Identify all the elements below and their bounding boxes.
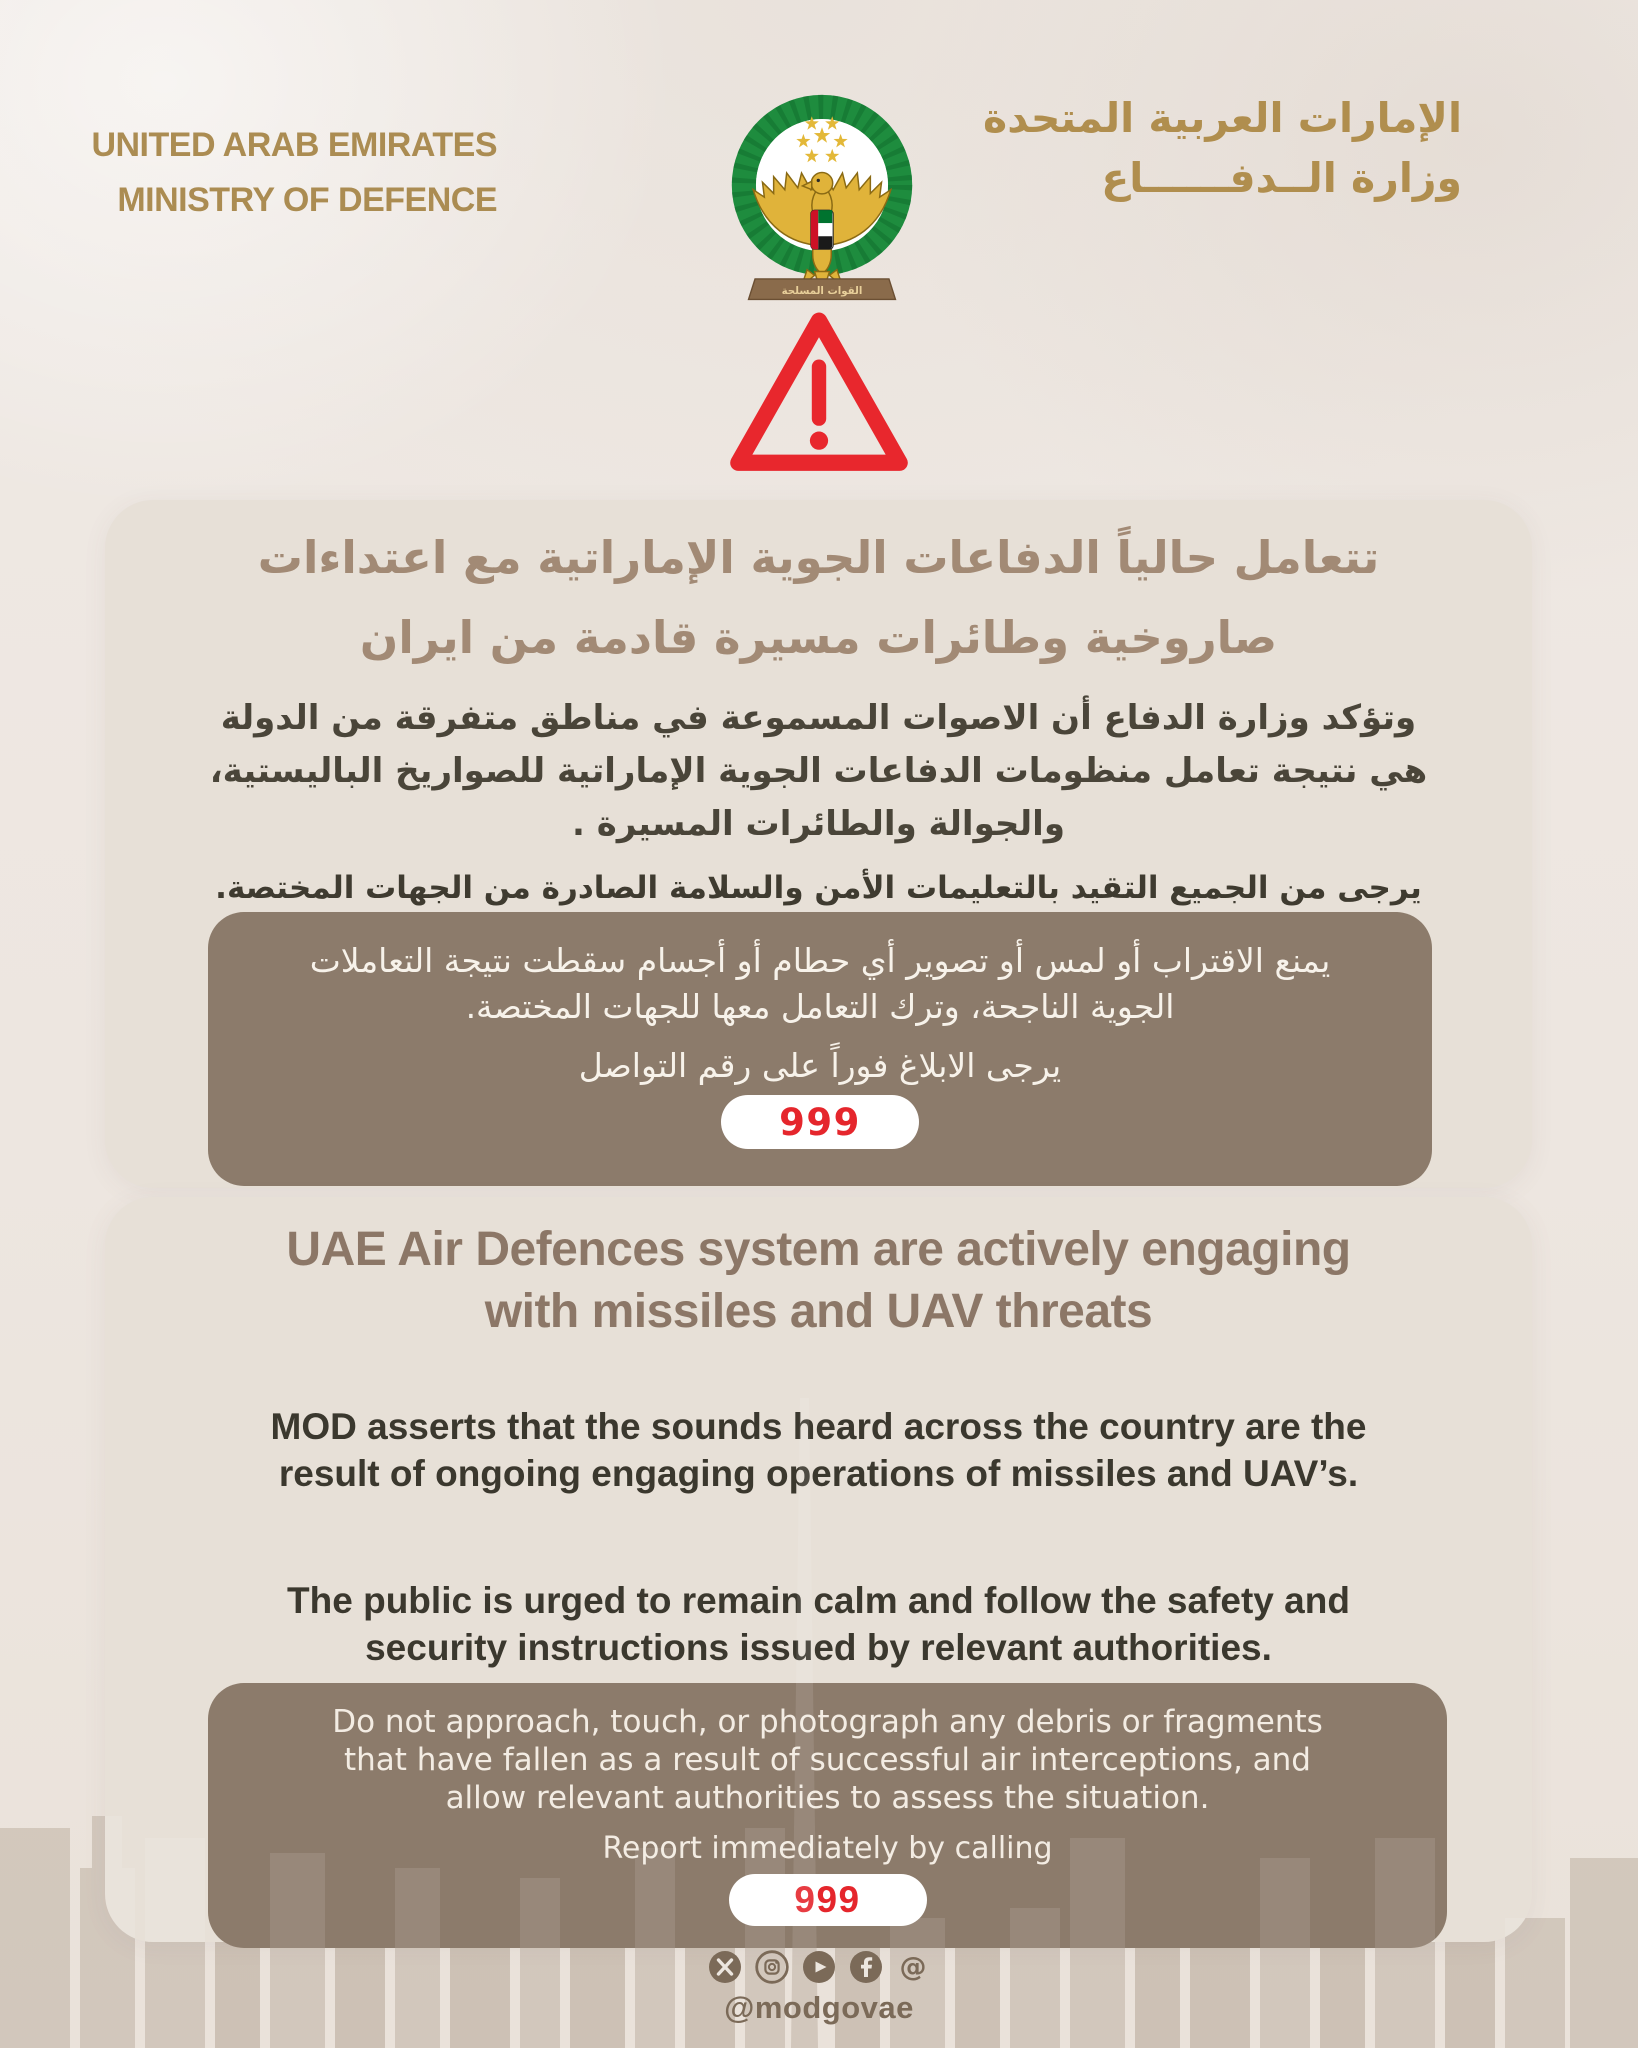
social-icons-row	[0, 1950, 1638, 1984]
instagram-icon[interactable]	[755, 1950, 789, 1984]
emblem-banner	[749, 279, 896, 299]
svg-text:@: @	[899, 1952, 927, 1983]
title-ar-line1: الإمارات العربية المتحدة	[983, 94, 1462, 142]
english-box-call-line: Report immediately by calling	[602, 1831, 1053, 1866]
facebook-icon[interactable]	[849, 1950, 883, 1984]
arabic-box-line1: يمنع الاقتراب أو لمس أو تصوير أي حطام أو أجسام سقطت نتيجة التعاملات	[309, 941, 1331, 980]
arabic-headline-line2: صاروخية وطائرات مسيرة قادمة من ايران	[359, 611, 1278, 664]
arabic-box-line2: الجوية الناجحة، وترك التعامل معها للجهات المختصة.	[465, 987, 1175, 1026]
mod-statement-line1: MOD asserts that the sounds heard across the country are the	[270, 1406, 1367, 1447]
emergency-number-pill-english: 999	[729, 1874, 927, 1926]
youtube-icon[interactable]	[802, 1950, 836, 1984]
ministry-title-english	[91, 118, 497, 228]
arabic-safety-note: يرجى من الجميع التقيد بالتعليمات الأمن والسلامة الصادرة من الجهات المختصة.	[215, 870, 1422, 906]
emblem-flag-shield	[811, 210, 833, 249]
footer-social-block	[0, 1950, 1638, 2026]
english-box-line1: Do not approach, touch, or photograph any debris or fragments	[332, 1704, 1323, 1740]
arabic-headline	[105, 518, 1532, 678]
arabic-alert-card	[105, 500, 1532, 1188]
arabic-body-line2: هي نتيجة تعامل منظومات الدفاعات الجوية الإماراتية للصواريخ الباليستية،	[209, 751, 1428, 791]
uae-armed-forces-emblem-icon	[729, 84, 915, 314]
social-handle[interactable]: @modgovae	[724, 1990, 914, 2025]
emergency-number-pill-arabic: 999	[721, 1095, 919, 1149]
english-headline-line2: with missiles and UAV threats	[484, 1285, 1153, 1338]
x-icon[interactable]	[708, 1950, 742, 1984]
english-notice-box	[208, 1683, 1447, 1948]
threads-icon[interactable]	[896, 1950, 930, 1984]
arabic-headline-line1: تتعامل حالياً الدفاعات الجوية الإماراتية مع اعتداءات	[257, 531, 1380, 584]
title-ar-line2: وزارة الــدفــــــاع	[1101, 154, 1462, 202]
title-en-line1: UNITED ARAB EMIRATES	[91, 126, 497, 164]
arabic-body-line1: وتؤكد وزارة الدفاع أن الاصوات المسموعة في مناطق متفرقة من الدولة	[220, 698, 1417, 738]
warning-triangle-icon	[723, 303, 915, 491]
mod-statement-paragraph	[105, 1403, 1532, 1497]
english-headline-line1: UAE Air Defences system are actively engaging	[286, 1223, 1351, 1276]
ministry-title-arabic	[983, 88, 1462, 208]
arabic-notice-box	[208, 912, 1432, 1186]
arabic-box-call-line: يرجى الابلاغ فوراً على رقم التواصل	[578, 1046, 1062, 1085]
emblem-banner-text: القوات المسلحة	[781, 285, 863, 297]
title-en-line2: MINISTRY OF DEFENCE	[117, 181, 497, 219]
public-advice-paragraph	[105, 1577, 1532, 1671]
arabic-body-text	[105, 692, 1532, 851]
english-box-line2: that have fallen as a result of successful air interceptions, and	[344, 1742, 1311, 1778]
english-box-line3: allow relevant authorities to assess the situation.	[445, 1780, 1210, 1816]
english-headline	[105, 1219, 1532, 1343]
public-advice-line1: The public is urged to remain calm and follow the safety and	[287, 1580, 1350, 1621]
english-alert-card	[105, 1197, 1532, 1942]
arabic-body-line3: والجوالة والطائرات المسيرة .	[572, 804, 1065, 844]
mod-statement-line2: result of ongoing engaging operations of missiles and UAV’s.	[278, 1453, 1359, 1494]
public-advice-line2: security instructions issued by relevant authorities.	[365, 1627, 1272, 1668]
